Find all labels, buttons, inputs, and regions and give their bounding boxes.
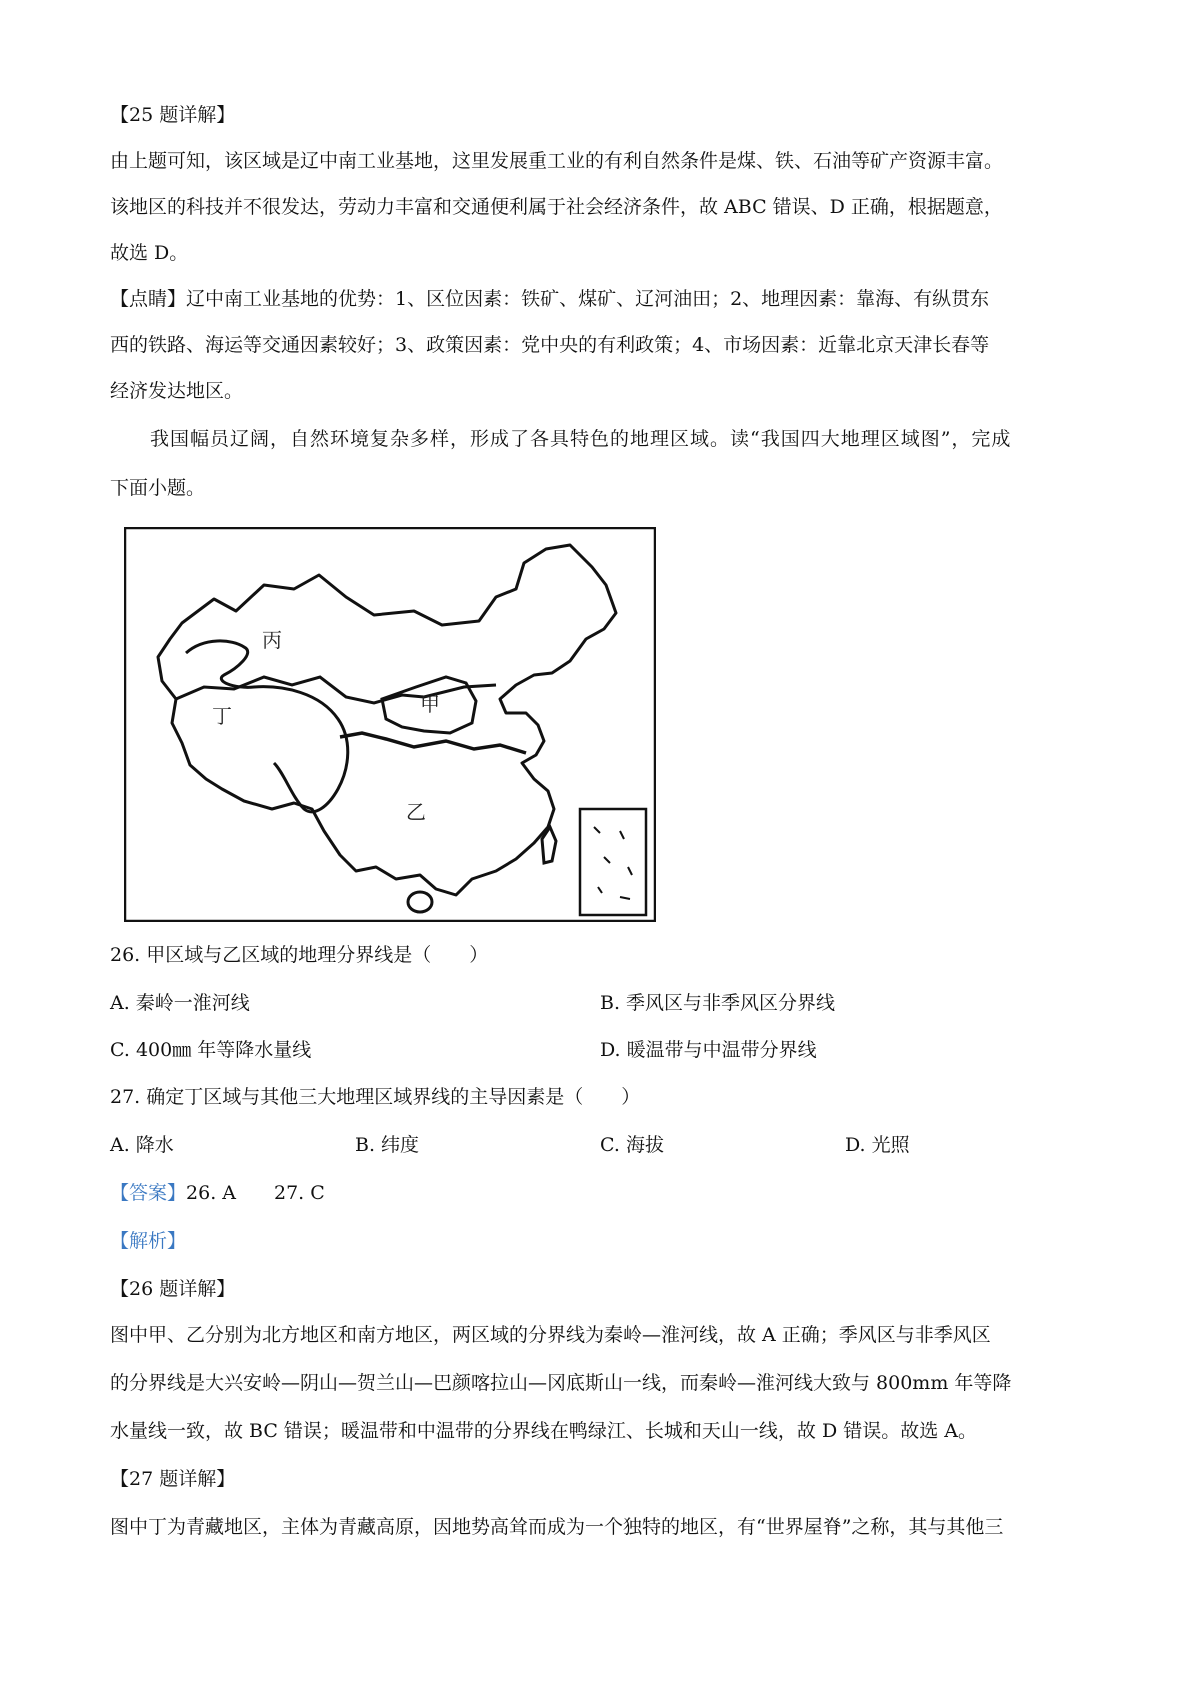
q27-option-b[interactable]: B. 纬度 — [355, 1134, 420, 1156]
china-four-regions-map — [124, 527, 656, 922]
section26-line-2: 的分界线是大兴安岭—阴山—贺兰山—巴颜喀拉山—冈底斯山一线，而秦岭—淮河线大致与 800mm 年等降 — [110, 1372, 1012, 1394]
q26-option-a[interactable]: A. 秦岭一淮河线 — [110, 992, 250, 1014]
section27-heading: 【27 题详解】 — [110, 1468, 236, 1490]
answer-line — [110, 1180, 325, 1206]
section26-heading: 【26 题详解】 — [110, 1278, 236, 1300]
map-frame — [125, 528, 655, 921]
q27-option-a[interactable]: A. 降水 — [110, 1134, 174, 1156]
tip-line-3: 经济发达地区。 — [110, 380, 244, 402]
intro-line-2: 下面小题。 — [110, 477, 206, 499]
tip-line-1: 【点睛】辽中南工业基地的优势：1、区位因素：铁矿、煤矿、辽河油田；2、地理因素：靠海、有纵贯东 — [110, 288, 990, 310]
q27-option-d[interactable]: D. 光照 — [845, 1134, 910, 1156]
section26-line-3: 水量线一致，故 BC 错误；暖温带和中温带的分界线在鸭绿江、长城和天山一线，故 D 错误。故选 A。 — [110, 1420, 978, 1442]
label-north: 甲 — [420, 692, 440, 716]
section25-line-3: 故选 D。 — [110, 242, 189, 264]
q26-option-d[interactable]: D. 暖温带与中温带分界线 — [600, 1039, 817, 1061]
map-svg — [124, 527, 656, 922]
q26-option-c[interactable]: C. 400㎜ 年等降水量线 — [110, 1039, 312, 1061]
section27-line-1: 图中丁为青藏地区，主体为青藏高原，因地势高耸而成为一个独特的地区，有“世界屋脊”之称，其与其他三 — [110, 1516, 1004, 1538]
label-south: 乙 — [406, 800, 426, 824]
section25-line-1: 由上题可知，该区域是辽中南工业基地，这里发展重工业的有利自然条件是煤、铁、石油等矿产资源丰富。 — [110, 150, 1004, 172]
q26-option-b[interactable]: B. 季风区与非季风区分界线 — [600, 992, 836, 1014]
section26-line-1: 图中甲、乙分别为北方地区和南方地区，两区域的分界线为秦岭—淮河线，故 A 正确；季风区与非季风区 — [110, 1324, 991, 1346]
answer-values: 26. A 27. C — [186, 1182, 325, 1204]
tip-line-2: 西的铁路、海运等交通因素较好；3、政策因素：党中央的有利政策；4、市场因素：近靠北京天津长春等 — [110, 334, 990, 356]
answer-label: 【答案】 — [110, 1182, 187, 1204]
q26-stem: 26. 甲区域与乙区域的地理分界线是（ ） — [110, 944, 489, 966]
section25-heading: 【25 题详解】 — [110, 104, 236, 126]
intro-line-1: 我国幅员辽阔，自然环境复杂多样，形成了各具特色的地理区域。读“我国四大地理区域图”，完成 — [150, 428, 1012, 450]
analysis-label: 【解析】 — [110, 1230, 187, 1252]
section25-line-2: 该地区的科技并不很发达，劳动力丰富和交通便利属于社会经济条件，故 ABC 错误、D 正确，根据题意， — [110, 196, 1003, 218]
q27-stem: 27. 确定丁区域与其他三大地理区域界线的主导因素是（ ） — [110, 1086, 641, 1108]
label-northwest: 丙 — [262, 628, 282, 652]
q27-option-c[interactable]: C. 海拔 — [600, 1134, 664, 1156]
label-qinghai-tibet: 丁 — [212, 704, 232, 728]
